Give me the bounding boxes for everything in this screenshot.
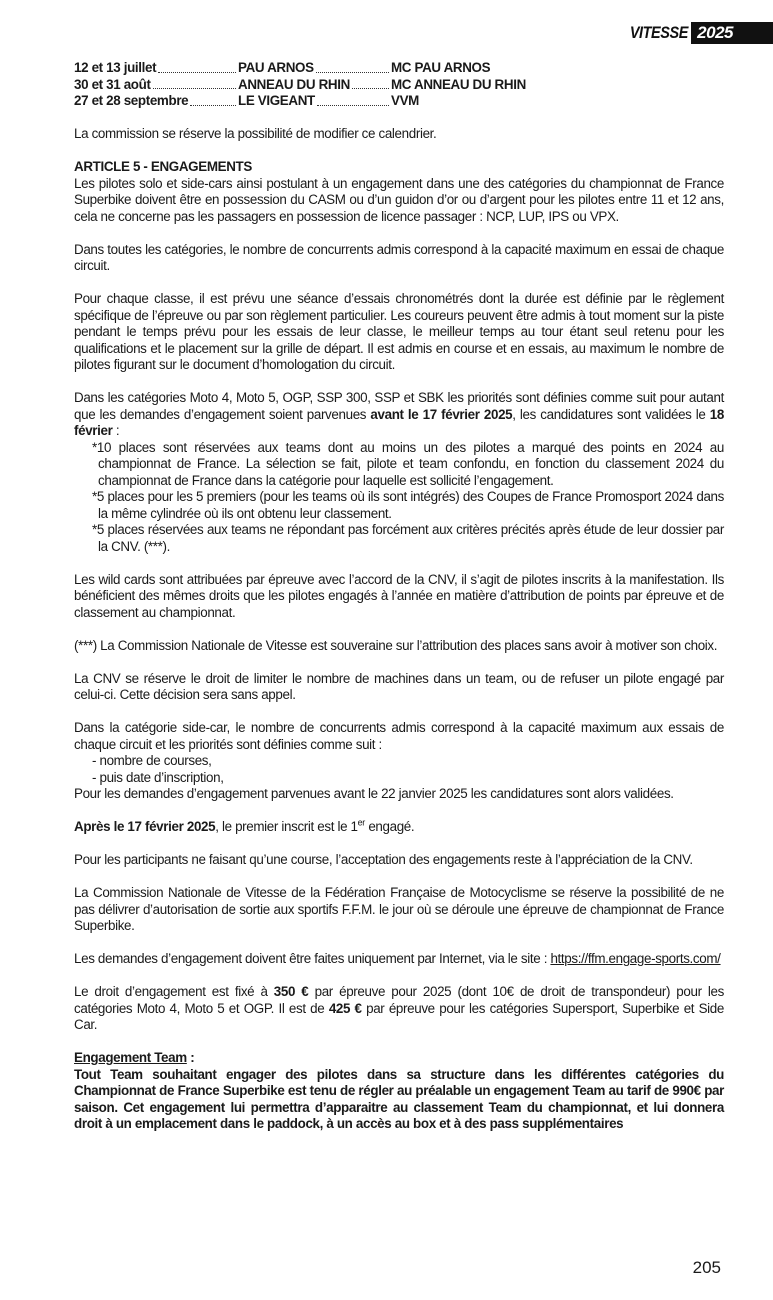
article-title: ARTICLE 5 - ENGAGEMENTS <box>74 159 252 174</box>
list-item: - nombre de courses, <box>92 753 212 768</box>
list-item: *5 places réservées aux teams ne répondant pas forcément aux critères précités après étude de leur dossier par la CNV. (***). <box>92 522 724 554</box>
calendar-club: VVM <box>391 93 419 108</box>
calendar-date: 27 et 28 septembre <box>74 93 189 108</box>
paragraph: (***) La Commission Nationale de Vitesse est souveraine sur l’attribution des places sans avoir à motiver son choix. <box>74 637 718 653</box>
paragraph: Les pilotes solo et side-cars ainsi postulant à un engagement dans une des catégories du championnat de France Superbike doivent être en possession du CASM ou d’un guidon d’or ou d’argent pour les pilotes entre 11 et 12 ans, cela ne concerne pas les passagers en possession de licence passager : NCP, LUP, IPS ou VPX. <box>74 175 724 224</box>
header-year: 2025 <box>691 22 773 44</box>
paragraph: Les wild cards sont attribuées par épreuve avec l’accord de la CNV, il s’agit de pilotes inscrits à la manifestation. Ils bénéficient des mêmes droits que les pilotes engagés à l’année en matière d’attribution de points par épreuve et de classement au championnat. <box>74 571 724 620</box>
calendar-circuit: ANNEAU DU RHIN <box>238 76 350 92</box>
calendar-club: MC PAU ARNOS <box>391 60 491 75</box>
calendar-row <box>74 77 724 94</box>
calendar-circuit: LE VIGEANT <box>238 93 315 108</box>
paragraph: Le droit d’engagement est fixé à 350 € par épreuve pour 2025 (dont 10€ de droit de transpondeur) pour les catégories Moto 4, Moto 5 et OGP. Il est de 425 € par épreuve pour les catégories Supersport, Superbike et Side Car. <box>74 984 724 1032</box>
calendar-note: La commission se réserve la possibilité de modifier ce calendrier. <box>74 126 437 141</box>
calendar-row <box>74 93 724 110</box>
deadline-date: avant le 17 février 2025 <box>370 406 513 422</box>
paragraph: Pour les demandes d’engagement parvenues avant le 22 janvier 2025 les candidatures sont alors validées. <box>74 786 674 801</box>
calendar-date: 30 et 31 août <box>74 76 151 92</box>
page-content <box>74 60 724 1133</box>
list-item: *10 places sont réservées aux teams dont au moins un des pilotes a marqué des points en 2024 au championnat de France. La sélection se fait, pilote et team confondu, en fonction du classement 2024 du championnat de France dans la catégorie pour laquelle est sollicité l’engagement. <box>92 439 724 488</box>
paragraph: Les demandes d’engagement doivent être faites uniquement par Internet, via le site : https://ffm.engage-sports.com/ <box>74 951 721 966</box>
paragraph: Pour les participants ne faisant qu’une course, l’acceptation des engagements reste à l’appréciation de la CNV. <box>74 852 693 867</box>
section-header-tag <box>619 22 773 44</box>
paragraph: Dans la catégorie side-car, le nombre de concurrents admis correspond à la capacité maximum aux essais de chaque circuit et les priorités sont définies comme suit : <box>74 720 724 752</box>
paragraph: La Commission Nationale de Vitesse de la Fédération Française de Motocyclisme se réserve la possibilité de ne pas délivrer d’autorisation de sortie aux sportifs F.F.M. le jour où se déroule une épreuve de championnat de France Superbike. <box>74 885 724 933</box>
calendar-date: 12 et 13 juillet <box>74 60 157 75</box>
paragraph: Pour chaque classe, il est prévu une séance d’essais chronométrés dont la durée est définie par le règlement spécifique de l’épreuve ou par son règlement particulier. Les coureurs peuvent être admis à tout moment sur la piste pendant le temps prévu pour les essais de leur classe, le meilleur temps au tour étant seul retenu pour les qualifications et le placement sur la grille de départ. Il est admis en course et en essais, au maximum le nombre de pilotes figurant sur le document d’homologation du circuit. <box>74 291 724 372</box>
team-paragraph: Tout Team souhaitant engager des pilotes dans sa structure dans les différentes catégories du Championnat de France Superbike est tenu de régler au préalable un engagement Team au tarif de 990€ par saison. Cet engagement lui permettra d’apparaitre au classement Team du championnat, et lui donnera droit à un emplacement dans le paddock, à un accès au box et à des pass supplémentaires <box>74 1066 724 1131</box>
header-word: VITESSE <box>629 23 688 42</box>
paragraph-priorities: Dans les catégories Moto 4, Moto 5, OGP, SSP 300, SSP et SBK les priorités sont définies comme suit pour autant que les demandes d’engagement soient parvenues avant le 17 février 2025, les candidatures sont validées le 18 février : <box>74 390 724 438</box>
paragraph: Dans toutes les catégories, le nombre de concurrents admis correspond à la capacité maximum en essai de chaque circuit. <box>74 241 724 273</box>
list-item: - puis date d’inscription, <box>92 769 224 785</box>
validation-date: 18 février <box>74 406 724 438</box>
priority-list <box>74 440 724 556</box>
paragraph: La CNV se réserve le droit de limiter le nombre de machines dans un team, ou de refuser un pilote engagé par celui-ci. Cette décision sera sans appel. <box>74 670 724 702</box>
calendar-circuit: PAU ARNOS <box>238 60 314 75</box>
calendar-club: MC ANNEAU DU RHIN <box>391 76 526 92</box>
team-heading: Engagement Team : <box>74 1050 195 1065</box>
calendar-row <box>74 60 724 77</box>
engagement-link[interactable]: https://ffm.engage-sports.com/ <box>550 951 721 966</box>
page-number: 205 <box>692 1258 721 1277</box>
paragraph: Après le 17 février 2025, le premier inscrit est le 1er engagé. <box>74 817 415 834</box>
list-item: *5 places pour les 5 premiers (pour les teams où ils sont intégrés) des Coupes de France Promosport 2024 dans la même cylindrée où ils ont obtenu leur classement. <box>92 489 724 521</box>
